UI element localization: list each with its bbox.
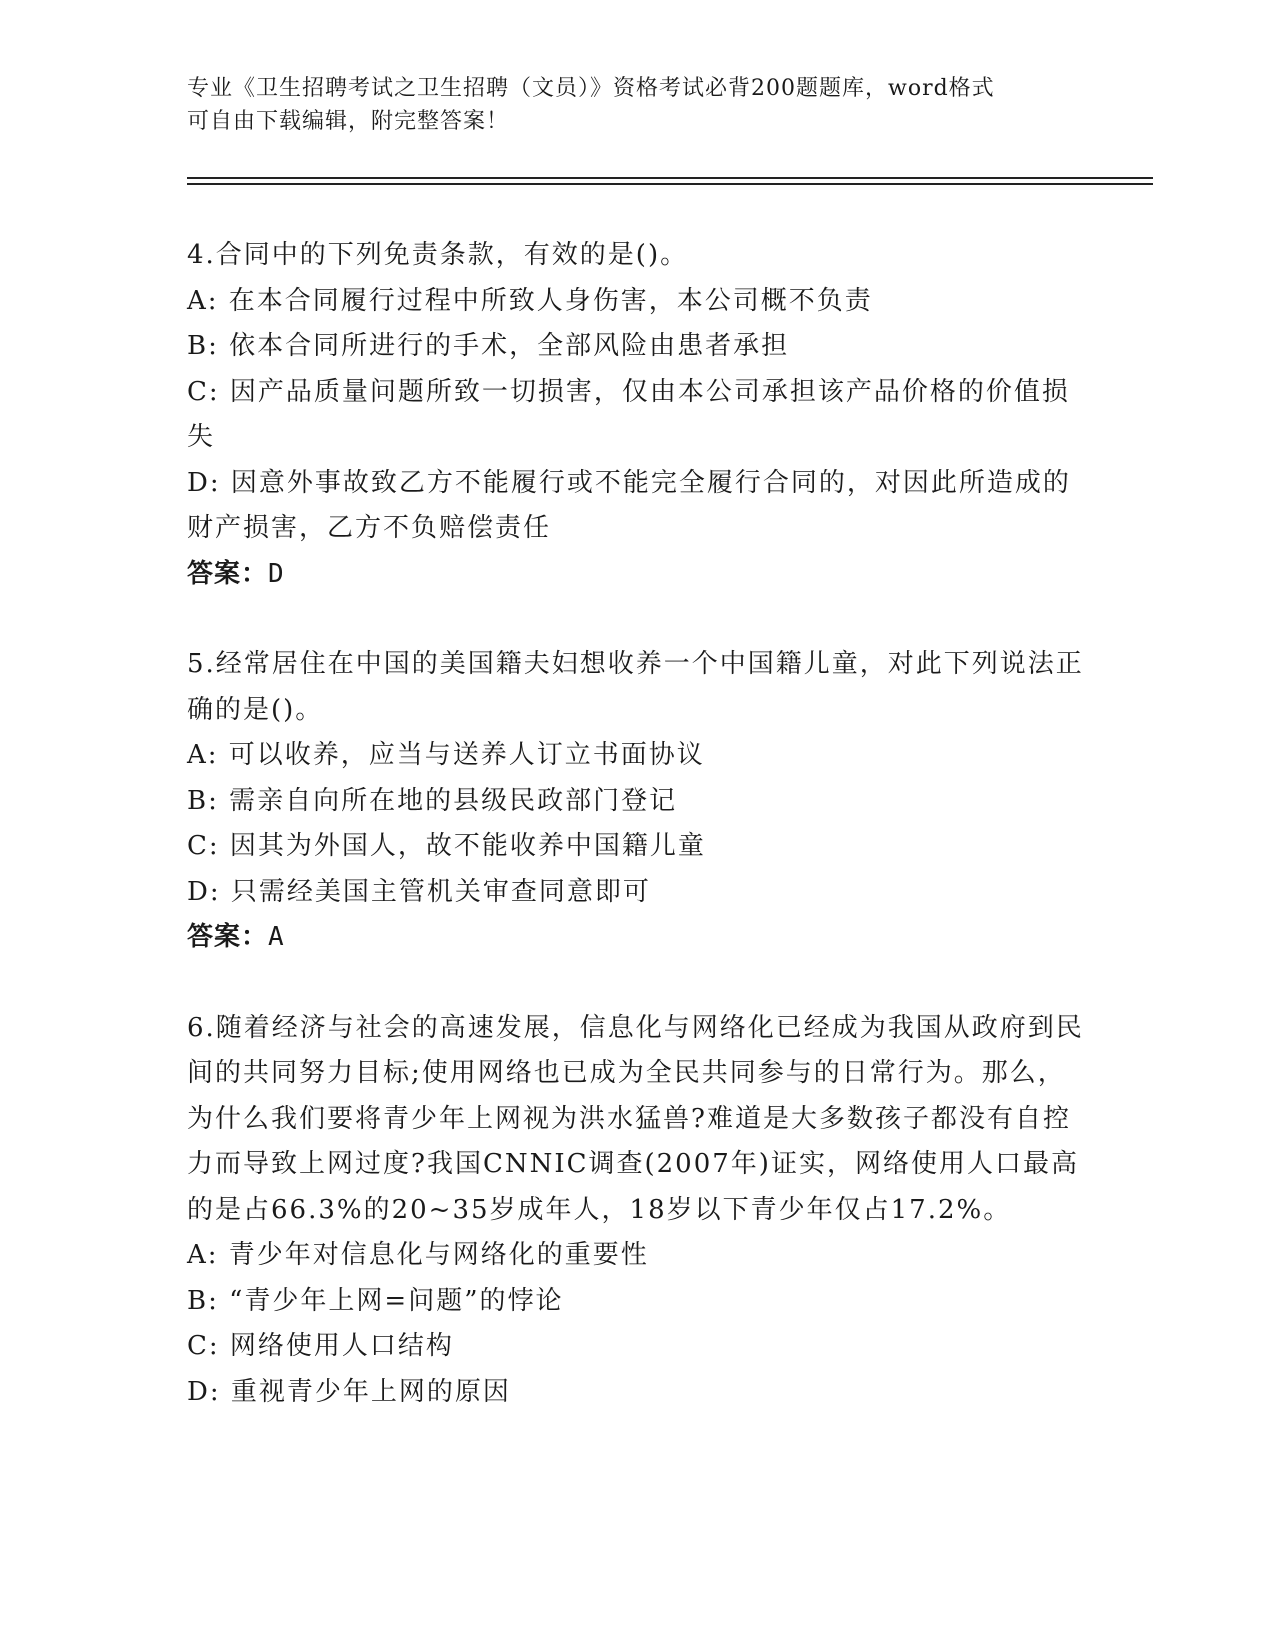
question-list — [187, 233, 1087, 1460]
option-d: D: 重视青少年上网的原因 — [187, 1376, 511, 1407]
option-a: A: 青少年对信息化与网络化的重要性 — [187, 1240, 649, 1270]
header-title-line-1: 专业《卫生招聘考试之卫生招聘（文员）》资格考试必背200题题库，word格式 — [187, 76, 995, 101]
question-4 — [187, 233, 1087, 597]
option-b: B: 依本合同所进行的手术，全部风险由患者承担 — [187, 331, 790, 361]
option-a: A: 在本合同履行过程中所致人身伤害，本公司概不负责 — [187, 285, 873, 316]
answer-value: D — [268, 558, 285, 589]
option-d: D: 因意外事故致乙方不能履行或不能完全履行合同的，对因此所造成的财产损害，乙方不负赔偿责任 — [187, 467, 1071, 543]
answer-line — [187, 915, 1087, 961]
option-d: D: 只需经美国主管机关审查同意即可 — [187, 876, 651, 907]
option-c: C: 因产品质量问题所致一切损害，仅由本公司承担该产品价格的价值损失 — [187, 376, 1070, 452]
question-stem: 6.随着经济与社会的高速发展，信息化与网络化已经成为我国从政府到民间的共同努力目标;使用网络也已成为全民共同参与的日常行为。那么，为什么我们要将青少年上网视为洪水猛兽?难道是大多数孩子都没有自控力而导致上网过度?我国CNNIC调查(2007年)证实，网络使用人口最高的是占66.3%的20~35岁成年人，18岁以下青少年仅占17.2%。 — [187, 1012, 1084, 1225]
answer-label: 答案： — [187, 558, 269, 589]
option-b: B: 需亲自向所在地的县级民政部门登记 — [187, 785, 678, 816]
question-5 — [187, 642, 1087, 961]
answer-line — [187, 552, 1087, 598]
question-6 — [187, 1006, 1087, 1416]
header-double-rule — [187, 177, 1153, 185]
option-c: C: 因其为外国人，故不能收养中国籍儿童 — [187, 831, 706, 861]
header-title-line-2: 可自由下载编辑，附完整答案！ — [187, 109, 510, 134]
option-b: B: “青少年上网=问题”的悖论 — [187, 1285, 564, 1316]
question-stem: 5.经常居住在中国的美国籍夫妇想收养一个中国籍儿童，对此下列说法正确的是()。 — [187, 649, 1084, 725]
option-a: A: 可以收养，应当与送养人订立书面协议 — [187, 740, 705, 770]
question-stem: 4.合同中的下列免责条款，有效的是()。 — [187, 240, 689, 270]
answer-value: A — [268, 922, 285, 952]
answer-label: 答案： — [187, 922, 269, 952]
document-header — [187, 72, 1087, 138]
option-c: C: 网络使用人口结构 — [187, 1331, 454, 1361]
